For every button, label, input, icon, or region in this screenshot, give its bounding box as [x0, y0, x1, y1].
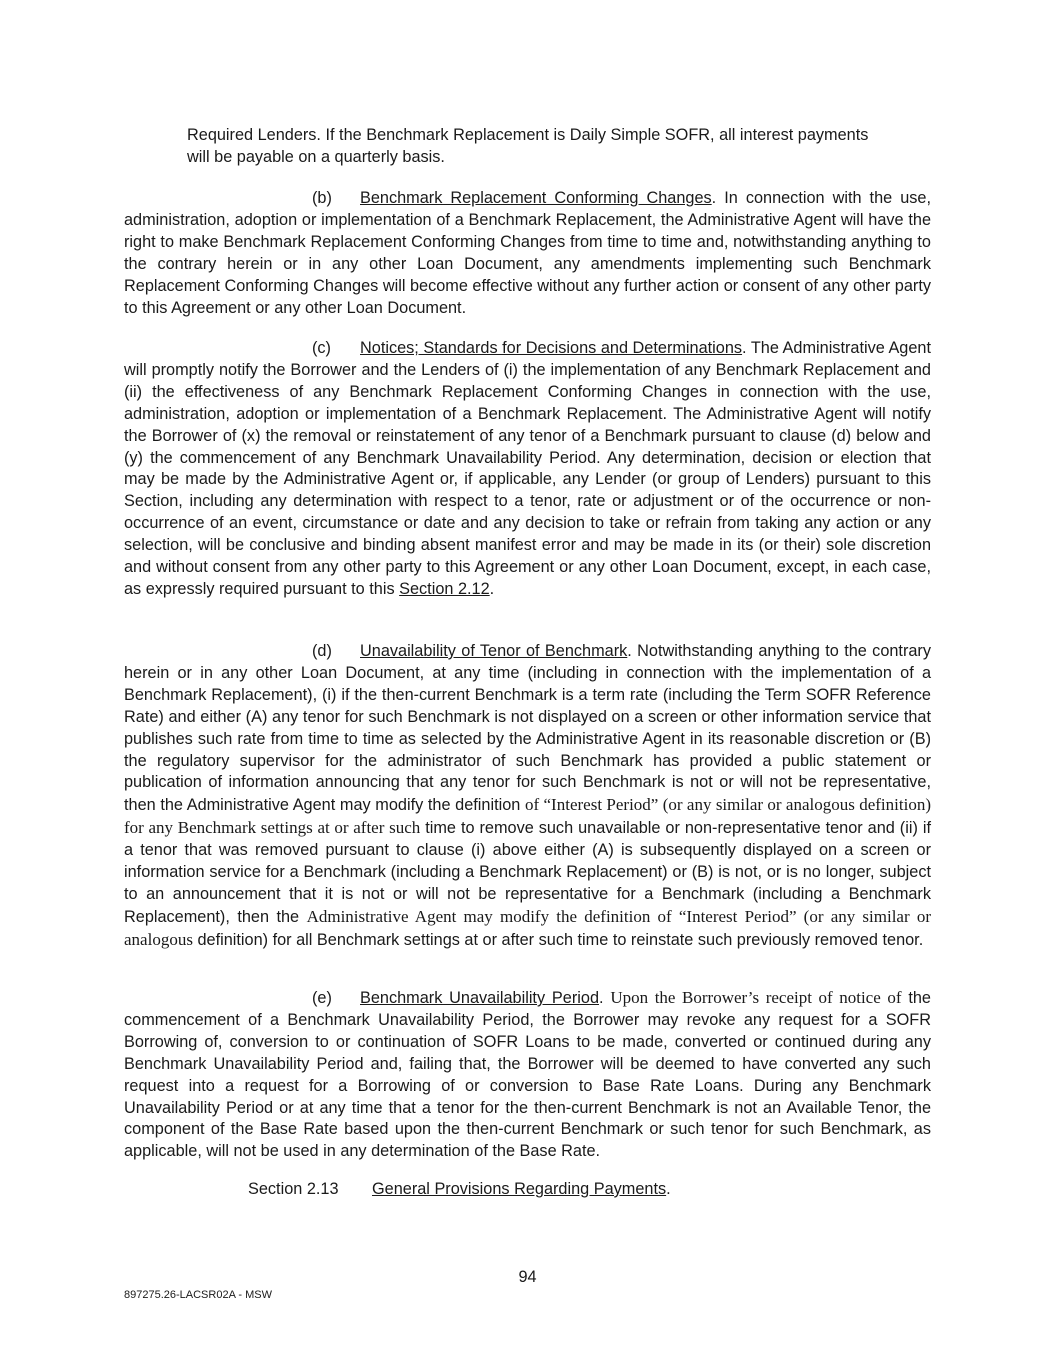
- paragraph-d-body-1: . Notwithstanding anything to the contrary herein or in any other Loan Document, at any time (including in connection with the implementation of a Benchmark Replacement), (i) if the then-current Benchmark is a term rate (including the Term SOFR Reference Rate) and either (A) any tenor for such Benchmark is not displayed on a screen or other information service that publishes such rate from time to time as selected by the Administrative Agent in its reasonable discretion or (B) the regulatory supervisor for the administrator of such Benchmark has provided a public statement or publication of information announcing that any tenor for such Benchmark is not or will not be representative, then the Administrative Agent may modify the definition: [124, 642, 931, 815]
- paragraph-e-label: (e): [312, 989, 332, 1007]
- paragraph-e-body-2: Upon the Borrower’s receipt of notice of: [610, 988, 902, 1007]
- section-2-12-link[interactable]: Section 2.12: [399, 579, 490, 598]
- paragraph-d-label: (d): [312, 642, 332, 660]
- paragraph-b-heading: Benchmark Replacement Conforming Changes: [360, 189, 712, 207]
- section-heading: [248, 1179, 671, 1201]
- paragraph-e-body-3: the commencement of a Benchmark Unavailability Period, the Borrower may revoke any request for a SOFR Borrowing of, conversion to or continuation of SOFR Loans to be made, converted or continued during any Benchmark Unavailability Period and, failing that, the Borrower will be deemed to have converted any such request into a request for a Borrowing of or conversion to Base Rate Loans. During any Benchmark Unavailability Period or at any time that a tenor for the then-current Benchmark is not an Available Tenor, the component of the Base Rate based upon the then-current Benchmark or such tenor for such Benchmark, as applicable, will not be used in any determination of the Base Rate.: [124, 989, 931, 1161]
- paragraph-e-heading: Benchmark Unavailability Period: [360, 989, 599, 1007]
- paragraph-c-body: . The Administrative Agent will promptly notify the Borrower and the Lenders of (i) the implementation of any Benchmark Replacement and (ii) the effectiveness of any Benchmark Replacement Conforming Changes in connection with the use, administration, adoption or implementation of a Benchmark Replacement. The Administrative Agent will notify the Borrower of (x) the removal or reinstatement of any tenor of a Benchmark pursuant to clause (d) below and (y) the commencement of any Benchmark Unavailability Period. Any determination, decision or election that may be made by the Administrative Agent or, if applicable, any Lender (or group of Lenders) pursuant to this Section, including any determination with respect to a tenor, rate or adjustment or of the occurrence or non-occurrence of an event, circumstance or date and any decision to take or refrain from taking any action or any selection, will be conclusive and binding absent manifest error and may be made in its (or their) sole discretion and without consent from any other party to this Agreement or any other Loan Document, except, in each case, as expressly required pursuant to this: [124, 339, 931, 598]
- paragraph-c-label: (c): [312, 339, 331, 357]
- paragraph-c-end: .: [489, 579, 495, 598]
- paragraph-d-body-5: definition) for all Benchmark settings at or after such time to reinstate such previously removed tenor.: [192, 930, 924, 949]
- paragraph-d-body-4: Administrative Agent may modify the definition of “Interest Period” (or any similar or analogous: [124, 906, 931, 949]
- paragraph-b-label: (b): [312, 189, 332, 207]
- paragraph-d-body-3: time to remove such unavailable or non-representative tenor and (ii) if a tenor that was removed pursuant to clause (i) above either (A) is subsequently displayed on a screen or information service for a Benchmark (including a Benchmark Replacement) or (B) is not, or is no longer, subject to an announcement that it is not or will not be representative for a Benchmark (including a Benchmark Replacement), then the: [124, 819, 931, 926]
- section-title: General Provisions Regarding Payments: [372, 1180, 667, 1198]
- paragraph-b-body: . In connection with the use, administration, adoption or implementation of a Benchmark Replacement, the Administrative Agent will have the right to make Benchmark Replacement Conforming Changes from time to time and, notwithstanding anything to the contrary herein or in any other Loan Document, any amendments implementing such Benchmark Replacement Conforming Changes will become effective without any further action or consent of any other party to this Agreement or any other Loan Document.: [124, 189, 931, 317]
- page-number: 94: [518, 1268, 537, 1286]
- paragraph-c-heading: Notices; Standards for Decisions and Determinations: [360, 339, 743, 357]
- paragraph-d: [124, 641, 931, 952]
- intro-paragraph: Required Lenders. If the Benchmark Replacement is Daily Simple SOFR, all interest payments will be payable on a quarterly basis.: [187, 126, 869, 166]
- section-number: Section 2.13: [248, 1180, 339, 1198]
- paragraph-e-body-1: .: [599, 989, 611, 1007]
- paragraph-d-heading: Unavailability of Tenor of Benchmark: [360, 642, 628, 660]
- paragraph-c: [124, 338, 931, 601]
- paragraph-e: [124, 987, 931, 1163]
- document-id: 897275.26-LACSR02A - MSW: [124, 1289, 272, 1301]
- paragraph-b: [124, 188, 931, 319]
- paragraph-d-body-2: of “Interest Period” (or any similar or analogous definition) for any Benchmark settings at or after such: [124, 795, 931, 838]
- section-title-end: .: [666, 1180, 671, 1198]
